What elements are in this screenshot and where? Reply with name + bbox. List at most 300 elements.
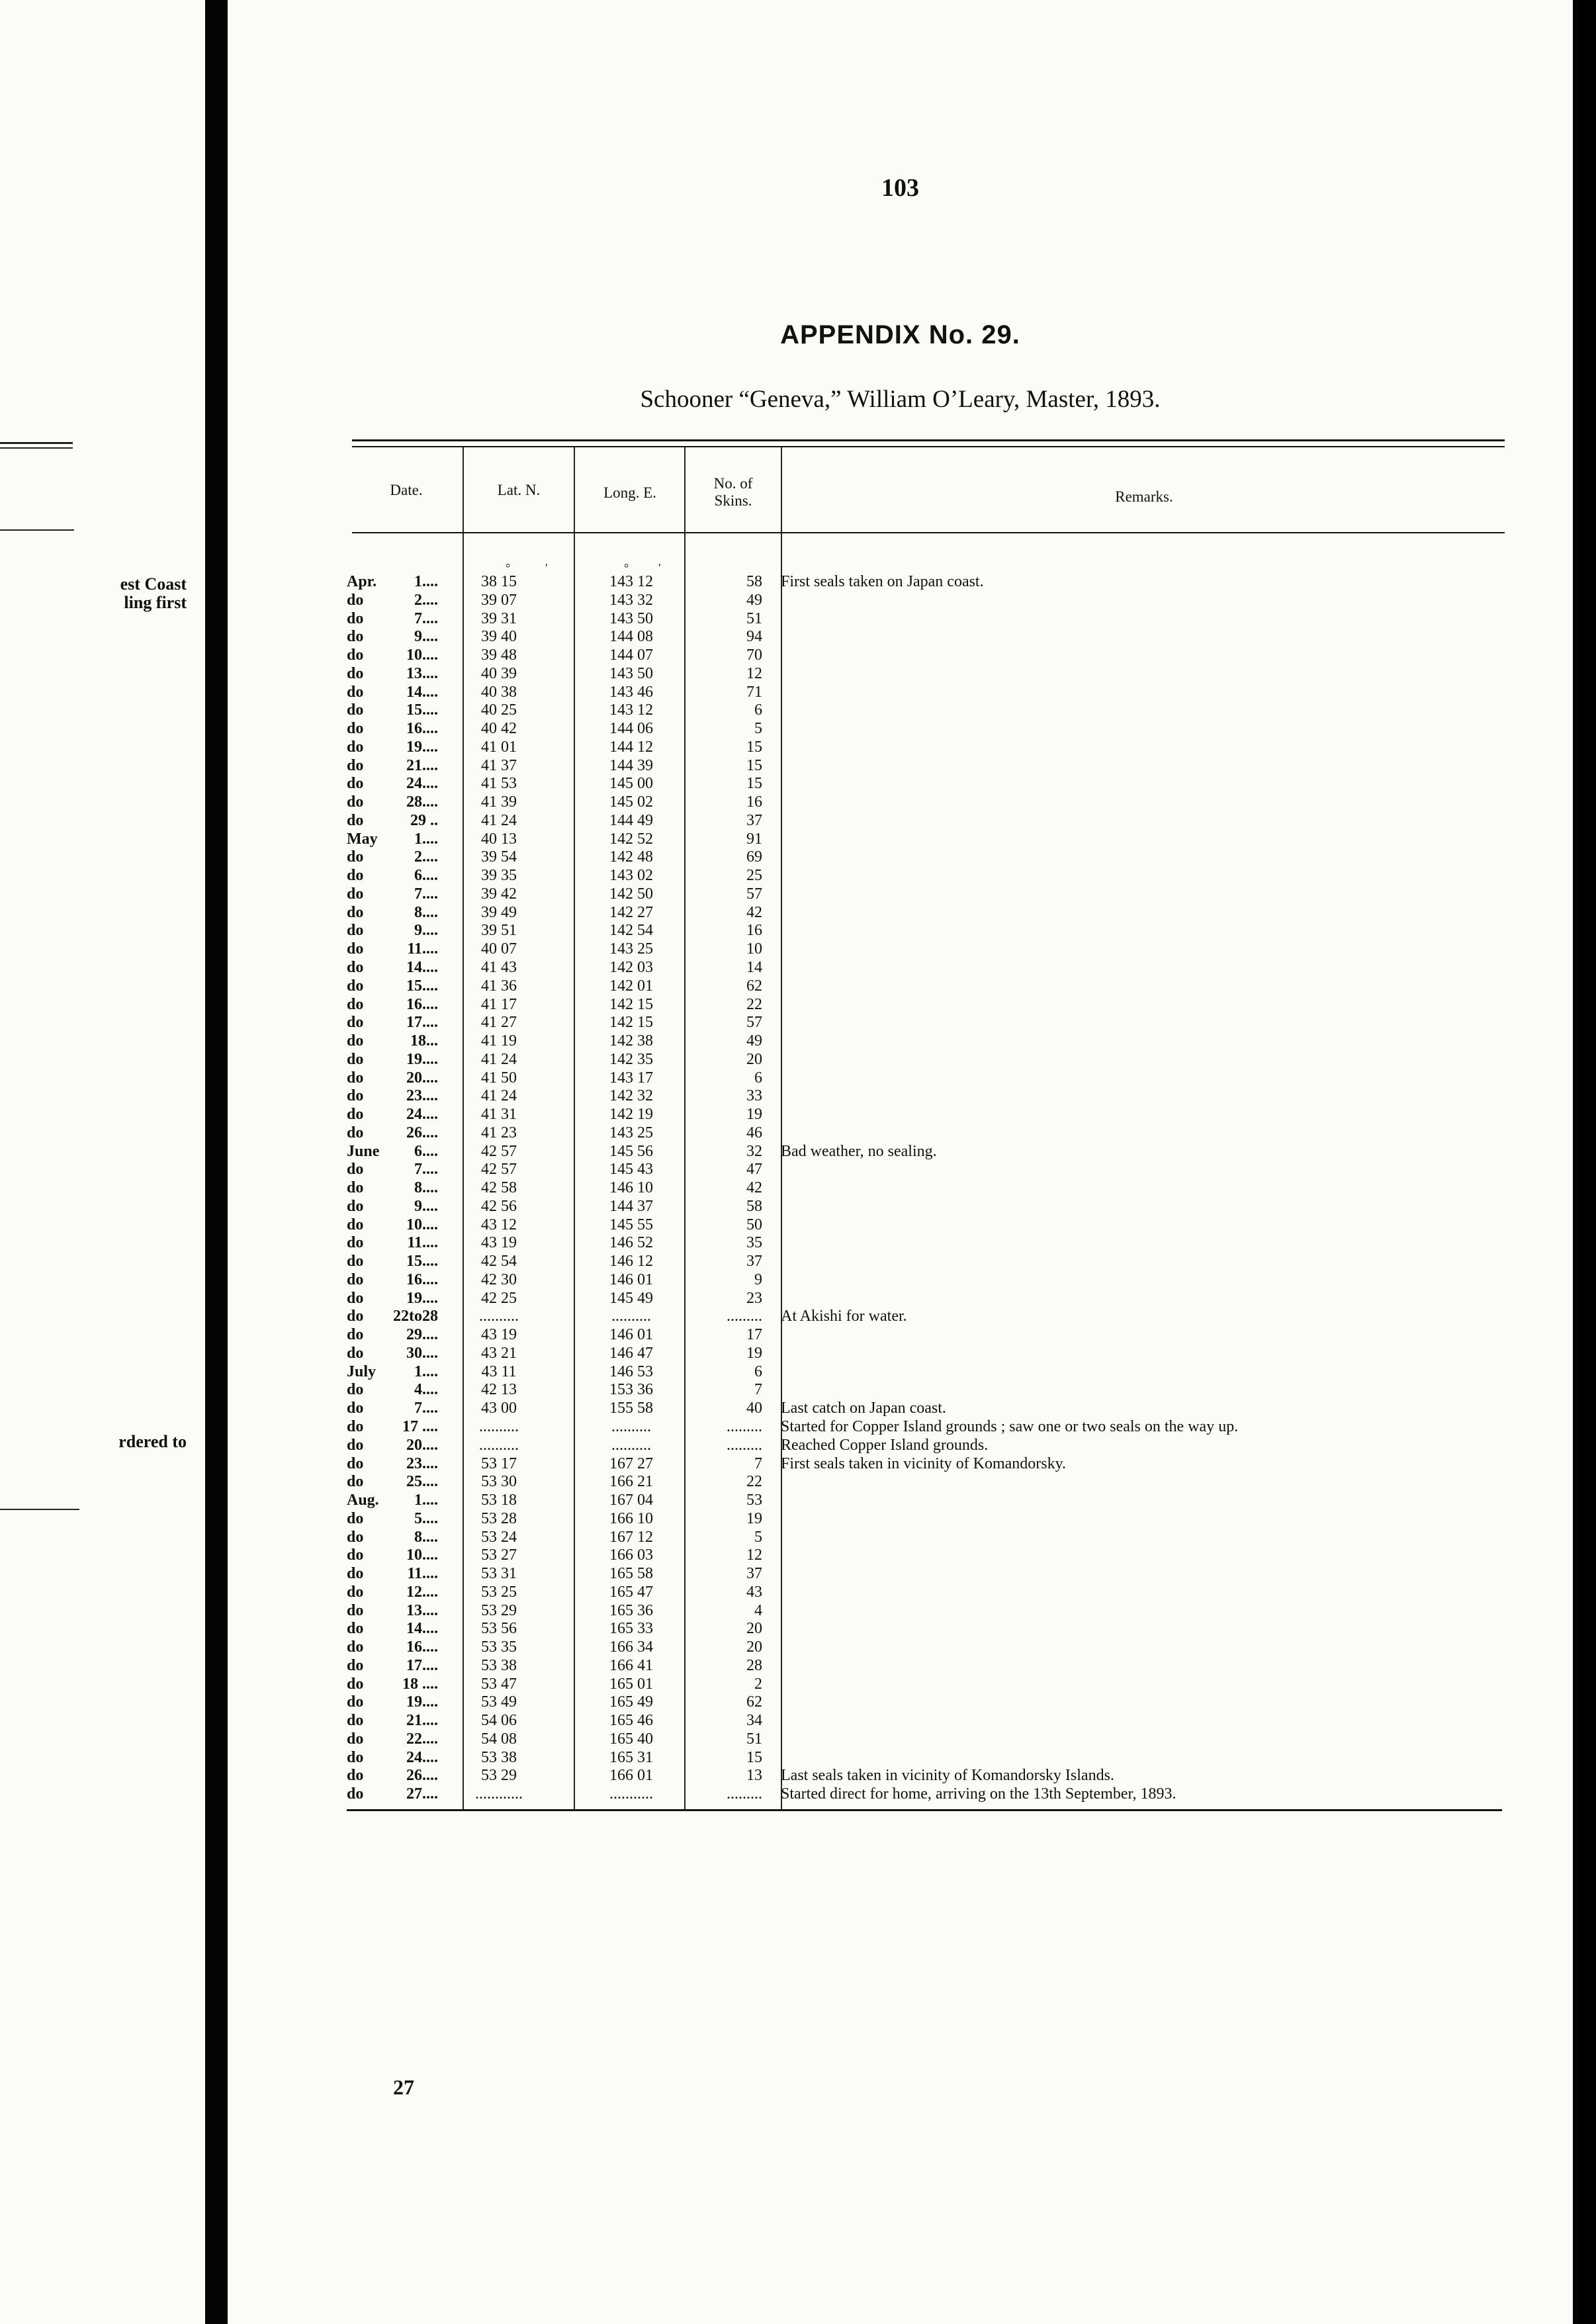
cell-day: 15.... — [406, 1253, 438, 1271]
cell-month: do — [347, 609, 364, 627]
cell-month: do — [347, 848, 364, 866]
table-row — [228, 1455, 1573, 1474]
table-row — [228, 940, 1573, 959]
cell-month: do — [347, 1326, 364, 1344]
cell-day: 19.... — [406, 1289, 438, 1307]
cell-lat: 40 07 — [481, 940, 517, 958]
cell-lat: 39 40 — [481, 628, 517, 646]
cell-long: 143 12 — [609, 701, 653, 719]
cell-long: 145 49 — [609, 1289, 653, 1307]
cell-day: 2.... — [414, 591, 438, 609]
cell-long: 142 54 — [609, 922, 653, 940]
cell-skins: 17 — [746, 1326, 762, 1344]
table-row — [228, 1363, 1573, 1382]
cell-remark: Last seals taken in vicinity of Komandorsky Islands. — [781, 1767, 1114, 1785]
cell-day: 9.... — [414, 628, 438, 646]
cell-month: do — [347, 591, 364, 609]
cell-skins: 46 — [746, 1124, 762, 1141]
page-subtitle: Schooner “Geneva,” William O’Leary, Master, 1893. — [640, 386, 1161, 413]
cell-skins: 69 — [746, 848, 762, 866]
table-row — [228, 793, 1573, 812]
cell-month: do — [347, 1767, 364, 1785]
cell-skins: 33 — [746, 1087, 762, 1105]
cell-long: .......... — [611, 1418, 651, 1435]
table-bottom-rule — [347, 1809, 1502, 1811]
cell-skins: 13 — [746, 1767, 762, 1785]
cell-month: do — [347, 720, 364, 738]
cell-month: do — [347, 1528, 364, 1546]
table-row — [228, 1638, 1573, 1657]
cell-lat: 42 25 — [481, 1289, 517, 1307]
cell-day: 10.... — [406, 1216, 438, 1233]
cell-day: 23.... — [406, 1454, 438, 1472]
cell-long: 166 01 — [609, 1767, 653, 1785]
cell-month: do — [347, 903, 364, 921]
cell-lat: 41 17 — [481, 995, 517, 1013]
cell-skins: 7 — [754, 1381, 762, 1399]
cell-month: Aug. — [347, 1492, 379, 1509]
cell-month: June — [347, 1142, 380, 1160]
gutter — [205, 0, 228, 2324]
cell-lat: 53 31 — [481, 1565, 517, 1583]
cell-day: 1.... — [414, 830, 438, 848]
table-row — [228, 1620, 1573, 1638]
cell-day: 18 .... — [402, 1675, 438, 1693]
table-row — [228, 1437, 1573, 1455]
cell-skins: 19 — [746, 1509, 762, 1527]
cell-lat: 41 01 — [481, 738, 517, 756]
cell-skins: ......... — [727, 1308, 762, 1325]
cell-skins: 57 — [746, 885, 762, 903]
cell-lat: 41 24 — [481, 1050, 517, 1068]
cell-lat: 53 30 — [481, 1473, 517, 1491]
cell-skins: 28 — [746, 1656, 762, 1674]
cell-long: 143 46 — [609, 683, 653, 701]
cell-lat: 53 28 — [481, 1509, 517, 1527]
cell-long: 142 35 — [609, 1050, 653, 1068]
cell-month: do — [347, 1289, 364, 1307]
table-row — [228, 573, 1573, 592]
cell-day: 19.... — [406, 1693, 438, 1711]
cell-long: 166 21 — [609, 1473, 653, 1491]
cell-long: 166 41 — [609, 1656, 653, 1674]
cell-skins: ......... — [727, 1418, 762, 1435]
cell-lat: 53 25 — [481, 1583, 517, 1601]
fragment-text: ling first — [124, 593, 187, 612]
cell-lat: 42 57 — [481, 1161, 517, 1179]
cell-day: 10.... — [406, 647, 438, 664]
cell-long: 165 31 — [609, 1748, 653, 1766]
cell-skins: 49 — [746, 1032, 762, 1050]
cell-skins: 10 — [746, 940, 762, 958]
table-row — [228, 1418, 1573, 1437]
page — [228, 0, 1573, 2324]
table-top-rule — [352, 446, 1505, 447]
cell-month: do — [347, 1087, 364, 1105]
cell-day: 24.... — [406, 775, 438, 793]
cell-skins: 20 — [746, 1638, 762, 1656]
cell-month: do — [347, 1583, 364, 1601]
cell-long: 167 12 — [609, 1528, 653, 1546]
cell-month: do — [347, 664, 364, 682]
table-row — [228, 1749, 1573, 1767]
header-date: Date. — [390, 482, 423, 498]
cell-month: do — [347, 1253, 364, 1271]
cell-skins: 49 — [746, 591, 762, 609]
cell-lat: 53 38 — [481, 1656, 517, 1674]
cell-long: 145 02 — [609, 793, 653, 811]
cell-skins: 12 — [746, 1546, 762, 1564]
cell-long: .......... — [611, 1436, 651, 1454]
cell-long: 144 49 — [609, 811, 653, 829]
cell-long: 142 19 — [609, 1106, 653, 1124]
cell-long: 146 47 — [609, 1344, 653, 1362]
cell-lat: 53 49 — [481, 1693, 517, 1711]
cell-long: 143 50 — [609, 609, 653, 627]
table-row — [228, 1693, 1573, 1712]
fragment-text: rdered to — [118, 1432, 187, 1451]
cell-lat: 43 21 — [481, 1344, 517, 1362]
cell-skins: 40 — [746, 1400, 762, 1417]
table-row — [228, 1051, 1573, 1069]
cell-long: 143 12 — [609, 573, 653, 590]
table-row — [228, 1345, 1573, 1363]
cell-lat: 41 19 — [481, 1032, 517, 1050]
cell-lat: 53 18 — [481, 1492, 517, 1509]
rule — [0, 529, 74, 531]
cell-lat: 42 56 — [481, 1197, 517, 1215]
cell-month: do — [347, 1620, 364, 1638]
cell-lat: 39 31 — [481, 609, 517, 627]
cell-month: do — [347, 1785, 364, 1803]
table-top-rule — [352, 439, 1505, 441]
cell-remark: Started direct for home, arriving on the 13th September, 1893. — [781, 1785, 1176, 1803]
cell-month: do — [347, 1381, 364, 1399]
cell-skins: 35 — [746, 1234, 762, 1252]
cell-month: do — [347, 756, 364, 774]
header-lat: Lat. N. — [497, 482, 541, 498]
cell-long: 155 58 — [609, 1400, 653, 1417]
cell-day: 7.... — [414, 1400, 438, 1417]
table-row — [228, 738, 1573, 757]
cell-remark: Started for Copper Island grounds ; saw one or two seals on the way up. — [781, 1418, 1239, 1435]
cell-skins: 20 — [746, 1620, 762, 1638]
table-row — [228, 904, 1573, 922]
cell-lat: 41 39 — [481, 793, 517, 811]
cell-lat: 43 00 — [481, 1400, 517, 1417]
cell-lat: .......... — [479, 1418, 519, 1435]
table-row — [228, 775, 1573, 793]
rule — [0, 447, 73, 449]
cell-month: do — [347, 1344, 364, 1362]
cell-lat: 41 24 — [481, 1087, 517, 1105]
table-row — [228, 1546, 1573, 1565]
cell-long: 166 34 — [609, 1638, 653, 1656]
cell-lat: 42 30 — [481, 1271, 517, 1288]
cell-month: do — [347, 977, 364, 995]
cell-day: 5.... — [414, 1509, 438, 1527]
cell-skins: 94 — [746, 628, 762, 646]
cell-lat: 40 25 — [481, 701, 517, 719]
table-row — [228, 848, 1573, 867]
cell-long: 142 01 — [609, 977, 653, 995]
cell-day: 30.... — [406, 1344, 438, 1362]
cell-day: 19.... — [406, 738, 438, 756]
table-row — [228, 1234, 1573, 1253]
cell-long: 142 15 — [609, 1014, 653, 1032]
cell-long: 165 47 — [609, 1583, 653, 1601]
cell-lat: 39 51 — [481, 922, 517, 940]
table-row — [228, 1529, 1573, 1547]
cell-lat: 41 36 — [481, 977, 517, 995]
cell-day: 26.... — [406, 1767, 438, 1785]
cell-long: 153 36 — [609, 1381, 653, 1399]
cell-month: do — [347, 1638, 364, 1656]
facing-page-fragment — [0, 0, 205, 2324]
table-row — [228, 665, 1573, 684]
table-row — [228, 977, 1573, 996]
table-row — [228, 1492, 1573, 1510]
cell-long: 167 04 — [609, 1492, 653, 1509]
cell-long: 143 50 — [609, 664, 653, 682]
table-row — [228, 1602, 1573, 1621]
table-row — [228, 1767, 1573, 1785]
cell-long: 145 43 — [609, 1161, 653, 1179]
cell-lat: 43 11 — [481, 1363, 517, 1380]
cell-long: 145 56 — [609, 1142, 653, 1160]
cell-long: 167 27 — [609, 1454, 653, 1472]
cell-skins: 58 — [746, 1197, 762, 1215]
cell-day: 1.... — [414, 573, 438, 590]
cell-skins: 37 — [746, 1565, 762, 1583]
table-row — [228, 830, 1573, 849]
table-row — [228, 1676, 1573, 1694]
cell-lat: 38 15 — [481, 573, 517, 590]
cell-lat: 53 38 — [481, 1748, 517, 1766]
cell-lat: 40 39 — [481, 664, 517, 682]
cell-day: 16.... — [406, 1271, 438, 1288]
cell-day: 4.... — [414, 1381, 438, 1399]
cell-long: 165 46 — [609, 1712, 653, 1730]
cell-month: do — [347, 1216, 364, 1233]
cell-day: 9.... — [414, 922, 438, 940]
scan-edge — [1573, 0, 1596, 2324]
cell-lat: 53 56 — [481, 1620, 517, 1638]
cell-day: 8.... — [414, 903, 438, 921]
table-row — [228, 610, 1573, 629]
cell-long: ........... — [609, 1785, 653, 1803]
cell-long: 166 03 — [609, 1546, 653, 1564]
table-row — [228, 757, 1573, 776]
cell-lat: 41 43 — [481, 958, 517, 976]
table-row — [228, 1730, 1573, 1749]
cell-month: do — [347, 1601, 364, 1619]
cell-skins: 51 — [746, 1730, 762, 1748]
cell-month: do — [347, 738, 364, 756]
cell-day: 18... — [410, 1032, 438, 1050]
table-row — [228, 701, 1573, 720]
cell-long: 165 40 — [609, 1730, 653, 1748]
cell-day: 7.... — [414, 885, 438, 903]
cell-day: 10.... — [406, 1546, 438, 1564]
cell-skins: 32 — [746, 1142, 762, 1160]
cell-skins: 25 — [746, 867, 762, 885]
cell-lat: 43 19 — [481, 1234, 517, 1252]
cell-skins: 19 — [746, 1106, 762, 1124]
cell-long: 165 58 — [609, 1565, 653, 1583]
cell-long: .......... — [611, 1308, 651, 1325]
cell-long: 146 53 — [609, 1363, 653, 1380]
header-skins: Skins. — [714, 492, 752, 509]
cell-day: 19.... — [406, 1050, 438, 1068]
cell-month: do — [347, 1308, 364, 1325]
table-row — [228, 1381, 1573, 1400]
cell-lat: 40 13 — [481, 830, 517, 848]
table-row — [228, 1161, 1573, 1179]
table-row — [228, 1271, 1573, 1290]
table-row — [228, 959, 1573, 977]
cell-long: 165 36 — [609, 1601, 653, 1619]
cell-day: 17.... — [406, 1656, 438, 1674]
cell-skins: 62 — [746, 1693, 762, 1711]
cell-lat: 43 12 — [481, 1216, 517, 1233]
cell-day: 1.... — [414, 1363, 438, 1380]
cell-day: 8.... — [414, 1528, 438, 1546]
table-row — [228, 867, 1573, 885]
cell-month: do — [347, 1161, 364, 1179]
cell-long: 144 08 — [609, 628, 653, 646]
cell-month: do — [347, 922, 364, 940]
cell-long: 143 25 — [609, 940, 653, 958]
cell-month: do — [347, 793, 364, 811]
cell-day: 13.... — [406, 1601, 438, 1619]
minute-mark: ′ — [545, 561, 548, 574]
cell-lat: 41 24 — [481, 811, 517, 829]
cell-lat: 39 48 — [481, 647, 517, 664]
cell-day: 1.... — [414, 1492, 438, 1509]
cell-lat: 41 31 — [481, 1106, 517, 1124]
cell-long: 166 10 — [609, 1509, 653, 1527]
cell-month: do — [347, 1473, 364, 1491]
cell-lat: .......... — [479, 1436, 519, 1454]
cell-month: do — [347, 1124, 364, 1141]
cell-day: 17.... — [406, 1014, 438, 1032]
cell-lat: 41 23 — [481, 1124, 517, 1141]
cell-skins: 15 — [746, 775, 762, 793]
header-long: Long. E. — [603, 484, 656, 501]
cell-day: 26.... — [406, 1124, 438, 1141]
cell-month: do — [347, 1565, 364, 1583]
cell-skins: 16 — [746, 793, 762, 811]
cell-long: 145 55 — [609, 1216, 653, 1233]
cell-lat: 39 42 — [481, 885, 517, 903]
cell-skins: 12 — [746, 664, 762, 682]
cell-month: do — [347, 1712, 364, 1730]
cell-long: 146 12 — [609, 1253, 653, 1271]
cell-day: 11.... — [407, 1234, 438, 1252]
cell-day: 15.... — [406, 701, 438, 719]
cell-long: 165 01 — [609, 1675, 653, 1693]
cell-skins: 6 — [754, 1363, 762, 1380]
cell-long: 143 17 — [609, 1069, 653, 1087]
cell-day: 16.... — [406, 1638, 438, 1656]
cell-day: 27.... — [406, 1785, 438, 1803]
cell-day: 20.... — [406, 1436, 438, 1454]
cell-month: do — [347, 647, 364, 664]
cell-day: 24.... — [406, 1748, 438, 1766]
table-row — [228, 1014, 1573, 1032]
header-skins: No. of — [713, 475, 753, 492]
cell-day: 14.... — [406, 683, 438, 701]
cell-lat: 39 07 — [481, 591, 517, 609]
cell-lat: 53 29 — [481, 1767, 517, 1785]
cell-lat: 41 50 — [481, 1069, 517, 1087]
cell-skins: 23 — [746, 1289, 762, 1307]
cell-long: 144 06 — [609, 720, 653, 738]
cell-long: 144 12 — [609, 738, 653, 756]
cell-month: do — [347, 1418, 364, 1435]
cell-day: 6.... — [414, 1142, 438, 1160]
cell-long: 142 52 — [609, 830, 653, 848]
cell-skins: 37 — [746, 1253, 762, 1271]
cell-month: do — [347, 1546, 364, 1564]
cell-skins: 34 — [746, 1712, 762, 1730]
cell-day: 20.... — [406, 1069, 438, 1087]
cell-lat: 40 42 — [481, 720, 517, 738]
cell-day: 12.... — [406, 1583, 438, 1601]
cell-lat: 53 47 — [481, 1675, 517, 1693]
cell-skins: 51 — [746, 609, 762, 627]
table-header-rule — [352, 532, 1505, 533]
cell-month: do — [347, 1400, 364, 1417]
table-row — [228, 1179, 1573, 1198]
cell-skins: 58 — [746, 573, 762, 590]
cell-skins: 7 — [754, 1454, 762, 1472]
table-row — [228, 1032, 1573, 1051]
cell-lat: 54 06 — [481, 1712, 517, 1730]
cell-skins: 22 — [746, 1473, 762, 1491]
cell-skins: 20 — [746, 1050, 762, 1068]
cell-long: 145 00 — [609, 775, 653, 793]
cell-skins: 15 — [746, 1748, 762, 1766]
cell-skins: 19 — [746, 1344, 762, 1362]
cell-day: 25.... — [406, 1473, 438, 1491]
cell-skins: 62 — [746, 977, 762, 995]
cell-skins: 14 — [746, 958, 762, 976]
table-row — [228, 1785, 1573, 1804]
table-row — [228, 720, 1573, 738]
cell-skins: 50 — [746, 1216, 762, 1233]
header-remarks: Remarks. — [1115, 488, 1173, 505]
cell-lat: 39 35 — [481, 867, 517, 885]
cell-day: 7.... — [414, 609, 438, 627]
cell-lat: 54 08 — [481, 1730, 517, 1748]
cell-long: 143 32 — [609, 591, 653, 609]
cell-day: 28.... — [406, 793, 438, 811]
cell-lat: 42 54 — [481, 1253, 517, 1271]
cell-lat: .......... — [479, 1308, 519, 1325]
cell-lat: 53 17 — [481, 1454, 517, 1472]
table-row — [228, 1143, 1573, 1161]
cell-month: do — [347, 1050, 364, 1068]
cell-skins: 71 — [746, 683, 762, 701]
cell-long: 142 03 — [609, 958, 653, 976]
cell-day: 9.... — [414, 1197, 438, 1215]
cell-lat: 53 24 — [481, 1528, 517, 1546]
cell-day: 11.... — [407, 940, 438, 958]
cell-day: 7.... — [414, 1161, 438, 1179]
table-row — [228, 1069, 1573, 1088]
